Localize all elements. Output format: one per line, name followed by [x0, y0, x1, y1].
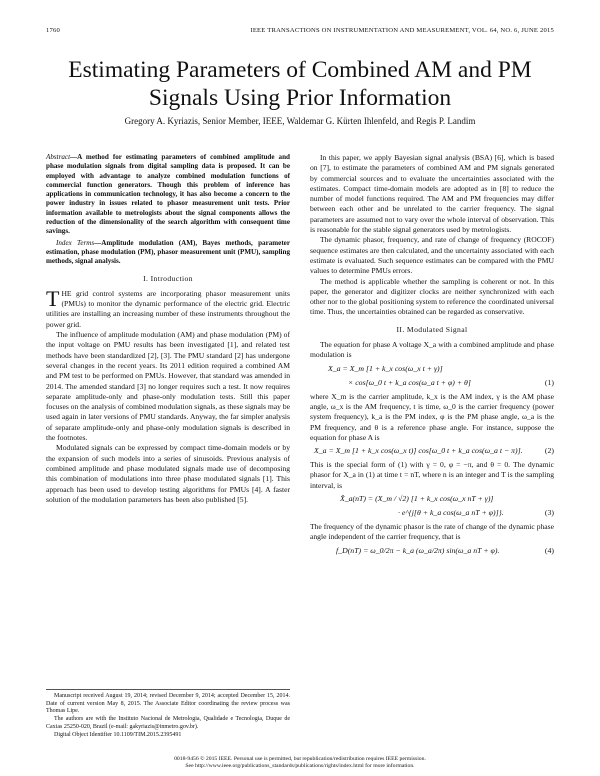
section-heading-modulated-signal: II. Modulated Signal: [396, 324, 468, 334]
right-paragraph-7: The frequency of the dynamic phasor is the rate of change of the dynamic phase angle independent of the carrier frequency, that is: [310, 522, 554, 542]
author-list: Gregory A. Kyriazis, Senior Member, IEEE, Waldemar G. Kürten Ihlenfeld, and Regis P. Landim: [124, 116, 476, 126]
copyright-line-2: See http://www.ieee.org/publications_standards/publications/rights/index.html for more information.: [185, 763, 415, 769]
footnote-received: Manuscript received August 19, 2014; revised December 9, 2014; accepted December 15, 2014. Date of current version May 8, 2015. The Associate Editor coordinating the review process was Thomas Lipe.: [46, 693, 290, 715]
equation-3-number: (3): [544, 508, 554, 518]
right-paragraph-1: In this paper, we apply Bayesian signal analysis (BSA) [6], which is based on [7], to estimate the parameters of combined AM and PM signals generated by commercial sources and to evaluate the uncertainties associated with the estimates. Compact time-domain models are adopted as in [8] to reduce the number of model functions required. The AM and PM frequencies may differ between each other and be unrelated to the carrier frequency. The signal parameters are assumed not to vary over the whole interval of observation. This is reasonable for the stable signal generators used by metrologists.: [310, 153, 554, 235]
drop-cap: T: [46, 285, 60, 311]
right-paragraph-6: This is the special form of (1) with γ = 0, φ = −π, and θ = 0. The dynamic phasor for X_a in (1) at time t = nT, where n is an integer and T is the sampling interval, is: [310, 460, 554, 490]
equation-3-line-2-body: · e^{j[θ + k_a cos(ω_a nT + φ)]}.: [398, 508, 504, 518]
equation-4-number: (4): [544, 545, 554, 555]
abstract-text: A method for estimating parameters of combined amplitude and phase modulation signals from digital sampling data is proposed. It can be employed with advantage to analyze combined modulation functions of commercial function generators. Though this problem of inference has applications in communication technology, it has also become a concern to the power industry in issues related to phasor measurement unit tests. Prior information available to metrologists about the signal components allows the reduction of the dimensionality of the search algorithm with consequent time savings.: [46, 153, 290, 236]
page-number: 1760: [46, 27, 60, 34]
footnotes: [46, 689, 290, 739]
section-heading-introduction: I. Introduction: [143, 273, 193, 283]
equation-2-number: (2): [544, 446, 554, 456]
right-paragraph-2: The dynamic phasor, frequency, and rate of change of frequency (ROCOF) sequence estimates are then calculated, and the uncertainty associated with each estimate is evaluated. Such sequence estimates can be compared with the PMU values to determine PMUs errors.: [310, 235, 554, 276]
equation-1-line-2-body: × cos[ω_0 t + k_a cos(ω_a t + φ) + θ]: [348, 377, 471, 387]
index-terms-label: Index Terms: [56, 238, 95, 247]
right-paragraph-3: The method is applicable whether the sampling is coherent or not. In this paper, the generator and digitizer clocks are neither synchronized with each other nor to the global positioning system to reference the coordinated universal time. Thus, the uncertainties obtained can be regarded as conservative.: [310, 276, 554, 317]
footnote-affiliation: The authors are with the Instituto Nacional de Metrologia, Qualidade e Tecnologia, Duque de Caxias 25250-020, Brazil (e-mail: gakyriazis@inmetro.gov.br).: [46, 716, 290, 730]
equation-1-line-1-body: X_a = X_m [1 + k_x cos(ω_x t + γ)]: [328, 363, 443, 373]
equation-3-line-1: [310, 494, 554, 505]
intro-paragraph-3: Modulated signals can be expressed by compact time-domain models or by the expansion of such models into a series of sinusoids. Previous analysis of combined amplitude and phase modulated signals made use of decomposing this combination of modulations into three phase modulated signals [1]. This approach has been used to develop testing algorithms for PMUs [4]. A faster solution of the modulation parameters has been also published [5].: [46, 443, 290, 504]
equation-3-line-1-body: X̂_a(nT) = (X_m / √2) [1 + k_x cos(ω_x nT + γ)]: [340, 494, 494, 504]
equation-2: [310, 446, 554, 457]
abstract: Abstract—A method for estimating parameters of combined amplitude and phase modulation signals from digital sampling data is proposed. It can be employed with advantage to analyze combined modulation functions of commercial function generators. Though this problem of inference has applications in communication technology, it has also become a concern to the power industry in issues related to phasor measurement unit tests. Prior information available to metrologists about the signal components allows the reduction of the dimensionality of the search algorithm with consequent time savings.: [46, 153, 290, 236]
equation-3-line-2: [310, 508, 554, 519]
equation-1-line-1: [310, 364, 554, 375]
paper-title: Estimating Parameters of Combined AM and PM Signals Using Prior Information: [68, 57, 532, 111]
right-paragraph-5: where X_m is the carrier amplitude, k_x is the AM index, γ is the AM phase angle, ω_x is the AM frequency, t is time, ω_0 is the carrier frequency (power system frequency), k_a is the PM index, φ is the PM phase angle, ω_a is the PM frequency, and θ is a reference phase angle. For instance, suppose the equation for phase A is: [310, 391, 554, 442]
equation-4-body: f_D(nT) = ω_0/2π − k_a (ω_a/2π) sin(ω_a nT + φ).: [336, 545, 500, 555]
equation-2-body: X_a = X_m [1 + k_x cos(ω_x t)] cos[ω_0 t + k_a cos(ω_a t − π)].: [314, 446, 523, 456]
index-terms: Index Terms—Amplitude modulation (AM), Bayes methods, parameter estimation, phase modulation (PM), phasor measurement unit (PMU), sampling methods, signal analysis.: [46, 238, 290, 266]
copyright-notice: [40, 756, 560, 770]
intro-paragraph-1-text: HE grid control systems are incorporating phasor measurement units (PMUs) to monitor the dynamic performance of the electric grid. Electric utilities are installing an increasing number of these instruments throughout the power grid.: [46, 288, 290, 329]
equation-1-line-2: [310, 378, 554, 389]
right-column: [310, 153, 554, 560]
running-header: [46, 27, 554, 37]
equation-4: [310, 546, 554, 557]
equation-1-number: (1): [544, 377, 554, 387]
right-paragraph-4: The equation for phase A voltage X_a with a combined amplitude and phase modulation is: [310, 340, 554, 360]
copyright-line-1: 0018-9456 © 2015 IEEE. Personal use is permitted, but republication/redistribution requires IEEE permission.: [174, 756, 426, 762]
index-terms-text: Amplitude modulation (AM), Bayes methods, parameter estimation, phase modulation (PM), phasor measurement unit (PMU), sampling methods, signal analysis.: [46, 238, 290, 266]
footnote-doi: Digital Object Identifier 10.1109/TIM.2015.2395491: [54, 731, 182, 738]
intro-paragraph-1: [46, 285, 290, 330]
abstract-label: Abstract: [46, 153, 71, 161]
intro-paragraph-2: The influence of amplitude modulation (AM) and phase modulation (PM) of the input voltage on PMU results has been investigated [1], and related test methods have been standardized [2], [3]. The PMU standard [2] has undergone several changes in the recent years. Its 2011 edition required a combined AM and PM test to be performed on PMUs. However, that standard was amended in 2014. The amended standard [3] no longer requires such a test. It now requires separate amplitude-only and phase-only modulation tests. Still this paper focuses on the analysis of combined modulation signals, as these signals may be used again in later versions of PMU standards. Anyway, the far simpler analysis of separate amplitude-only and phase-only modulation signals is described in the footnotes.: [46, 330, 291, 443]
left-column: [46, 153, 290, 505]
journal-header: IEEE TRANSACTIONS ON INSTRUMENTATION AND MEASUREMENT, VOL. 64, NO. 6, JUNE 2015: [250, 27, 554, 34]
